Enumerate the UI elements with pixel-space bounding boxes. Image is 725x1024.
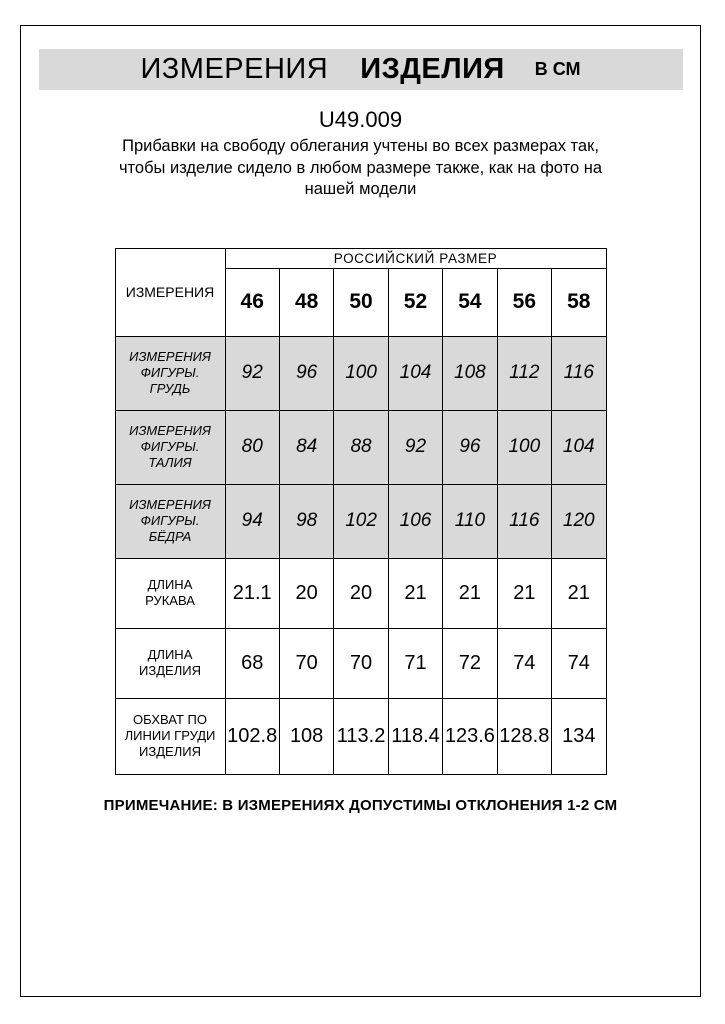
title-measurements: ИЗМЕРЕНИЯ (140, 53, 329, 85)
size-table (115, 248, 607, 775)
row-label: ДЛИНА ИЗДЕЛИЯ (115, 628, 225, 698)
article-number: U49.009 (318, 107, 403, 132)
value-cell: 98 (279, 484, 333, 558)
value-cell: 104 (388, 336, 442, 410)
row-label: ИЗМЕРЕНИЯ ФИГУРЫ. БЁДРА (115, 484, 225, 558)
value-cell: 102.8 (225, 698, 279, 774)
value-cell: 128.8 (497, 698, 551, 774)
value-cell: 106 (388, 484, 442, 558)
value-cell: 21 (497, 558, 551, 628)
value-cell: 108 (279, 698, 333, 774)
table-row-figure-waist (115, 410, 606, 484)
value-cell: 134 (552, 698, 606, 774)
value-cell: 110 (443, 484, 497, 558)
value-cell: 20 (334, 558, 388, 628)
russian-size-header-cell: РОССИЙСКИЙ РАЗМЕР (225, 248, 606, 268)
row-label: ДЛИНА РУКАВА (115, 558, 225, 628)
value-cell: 72 (443, 628, 497, 698)
value-cell: 104 (552, 410, 606, 484)
title-product: ИЗДЕЛИЯ (360, 53, 505, 85)
size-cell: 48 (279, 268, 333, 336)
value-cell: 102 (334, 484, 388, 558)
value-cell: 96 (279, 336, 333, 410)
corner-header-cell: ИЗМЕРЕНИЯ (115, 248, 225, 336)
value-cell: 70 (334, 628, 388, 698)
value-cell: 92 (388, 410, 442, 484)
value-cell: 68 (225, 628, 279, 698)
title-units: В СМ (534, 59, 581, 79)
size-cell: 58 (552, 268, 606, 336)
value-cell: 20 (279, 558, 333, 628)
value-cell: 88 (334, 410, 388, 484)
value-cell: 70 (279, 628, 333, 698)
value-cell: 100 (334, 336, 388, 410)
value-cell: 118.4 (388, 698, 442, 774)
value-cell: 21 (443, 558, 497, 628)
value-cell: 112 (497, 336, 551, 410)
size-cell: 46 (225, 268, 279, 336)
page-frame (20, 25, 701, 997)
value-cell: 21 (388, 558, 442, 628)
value-cell: 96 (443, 410, 497, 484)
row-label: ИЗМЕРЕНИЯ ФИГУРЫ. ГРУДЬ (115, 336, 225, 410)
value-cell: 74 (552, 628, 606, 698)
value-cell: 108 (443, 336, 497, 410)
value-cell: 71 (388, 628, 442, 698)
size-cell: 50 (334, 268, 388, 336)
value-cell: 84 (279, 410, 333, 484)
description-text: Прибавки на свободу облегания учтены во всех размерах так, чтобы изделие сидело в любом размере также, как на фото на нашей модели (118, 137, 603, 198)
value-cell: 113.2 (334, 698, 388, 774)
value-cell: 123.6 (443, 698, 497, 774)
value-cell: 94 (225, 484, 279, 558)
table-row-sleeve-length (115, 558, 606, 628)
note-text: ПРИМЕЧАНИЕ: В ИЗМЕРЕНИЯХ ДОПУСТИМЫ ОТКЛОНЕНИЯ 1-2 СМ (103, 796, 618, 814)
value-cell: 116 (497, 484, 551, 558)
value-cell: 116 (552, 336, 606, 410)
value-cell: 21 (552, 558, 606, 628)
size-cell: 54 (443, 268, 497, 336)
size-cell: 52 (388, 268, 442, 336)
table-row-figure-chest (115, 336, 606, 410)
value-cell: 21.1 (225, 558, 279, 628)
title-bar (39, 49, 683, 90)
row-label: ОБХВАТ ПО ЛИНИИ ГРУДИ ИЗДЕЛИЯ (115, 698, 225, 774)
size-cell: 56 (497, 268, 551, 336)
table-group-header-row (115, 248, 606, 268)
value-cell: 120 (552, 484, 606, 558)
table-row-figure-hips (115, 484, 606, 558)
value-cell: 74 (497, 628, 551, 698)
value-cell: 80 (225, 410, 279, 484)
value-cell: 92 (225, 336, 279, 410)
value-cell: 100 (497, 410, 551, 484)
row-label: ИЗМЕРЕНИЯ ФИГУРЫ. ТАЛИЯ (115, 410, 225, 484)
table-row-item-length (115, 628, 606, 698)
table-row-chest-girth (115, 698, 606, 774)
